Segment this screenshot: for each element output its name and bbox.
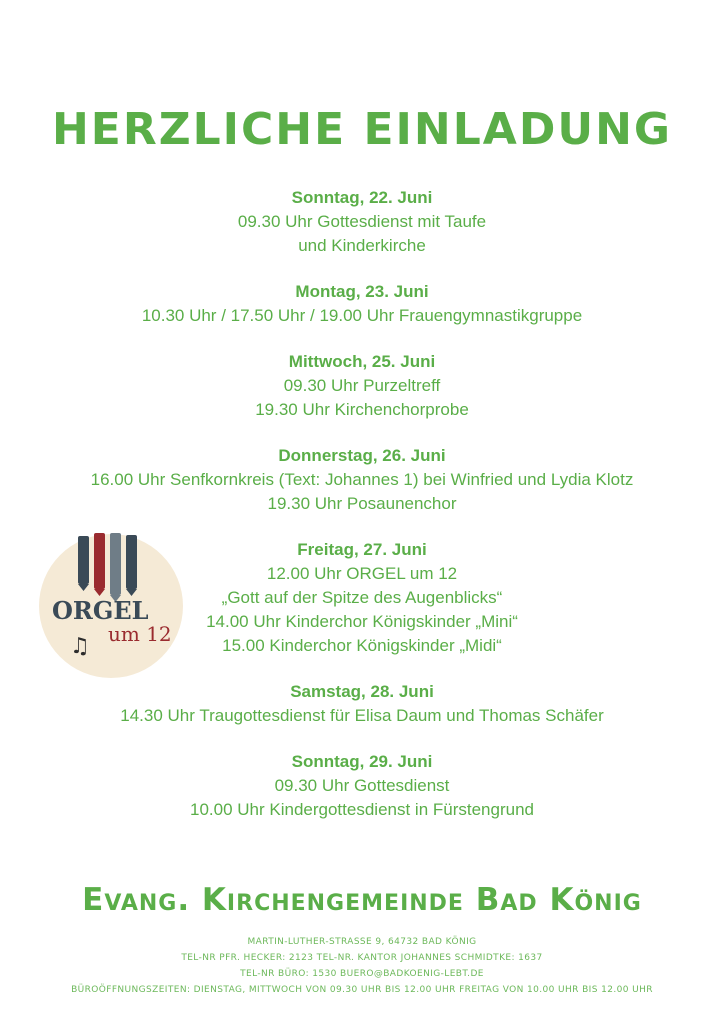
day-heading: Freitag, 27. Juni: [297, 540, 427, 559]
day-block: [0, 444, 724, 516]
event-line: 16.00 Uhr Senfkornkreis (Text: Johannes 1) bei Winfried und Lydia Klotz: [90, 470, 634, 489]
event-line: 09.30 Uhr Gottesdienst mit Taufe: [237, 212, 487, 231]
event-line: 19.30 Uhr Posaunenchor: [267, 494, 457, 513]
day-block: [0, 280, 724, 328]
logo-word: ORGEL: [52, 596, 149, 625]
event-line: 09.30 Uhr Purzeltreff: [283, 376, 441, 395]
day-block: [0, 680, 724, 728]
event-line: 10.00 Uhr Kindergottesdienst in Fürstengrund: [190, 800, 534, 819]
day-heading: Samstag, 28. Juni: [290, 682, 434, 701]
footer-title: Evang. Kirchengemeinde Bad König: [82, 882, 642, 918]
footer-address: MARTIN-LUTHER-STRASSE 9, 64732 BAD KÖNIG: [247, 937, 477, 947]
day-block: [0, 350, 724, 422]
day-heading: Sonntag, 22. Juni: [291, 188, 433, 207]
day-block: [0, 186, 724, 258]
event-line: 09.30 Uhr Gottesdienst: [274, 776, 450, 795]
footer-office: TEL-NR BÜRO: 1530 BUERO@BADKOENIG-LEBT.DE: [240, 969, 484, 979]
event-schedule: [0, 186, 724, 844]
footer-hours: BÜROÖFFNUNGSZEITEN: DIENSTAG, MITTWOCH VON 09.30 UHR BIS 12.00 UHR FREITAG VON 10.00 UHR BIS 12.00 UHR: [71, 985, 653, 995]
day-block: [0, 750, 724, 822]
event-line: „Gott auf der Spitze des Augenblicks“: [221, 588, 503, 607]
day-heading: Sonntag, 29. Juni: [291, 752, 433, 771]
page-title: HERZLICHE EINLADUNG: [51, 104, 673, 155]
footer-contact: [0, 934, 724, 998]
orgel-logo: [36, 531, 186, 681]
event-line: 12.00 Uhr ORGEL um 12: [266, 564, 458, 583]
music-note-icon: ♫: [70, 634, 90, 659]
event-line: 10.30 Uhr / 17.50 Uhr / 19.00 Uhr Frauengymnastikgruppe: [141, 306, 583, 325]
footer-phone: TEL-NR PFR. HECKER: 2123 TEL-NR. KANTOR JOHANNES SCHMIDTKE: 1637: [181, 953, 543, 963]
event-line: 19.30 Uhr Kirchenchorprobe: [255, 400, 469, 419]
day-heading: Montag, 23. Juni: [295, 282, 429, 301]
event-line: 14.00 Uhr Kinderchor Königskinder „Mini“: [206, 612, 518, 631]
day-heading: Mittwoch, 25. Juni: [288, 352, 436, 371]
day-heading: Donnerstag, 26. Juni: [278, 446, 446, 465]
event-line: und Kinderkirche: [298, 236, 426, 255]
event-line: 14.30 Uhr Traugottesdienst für Elisa Daum und Thomas Schäfer: [120, 706, 604, 725]
logo-sub: um 12: [108, 622, 172, 646]
event-line: 15.00 Kinderchor Königskinder „Midi“: [222, 636, 502, 655]
